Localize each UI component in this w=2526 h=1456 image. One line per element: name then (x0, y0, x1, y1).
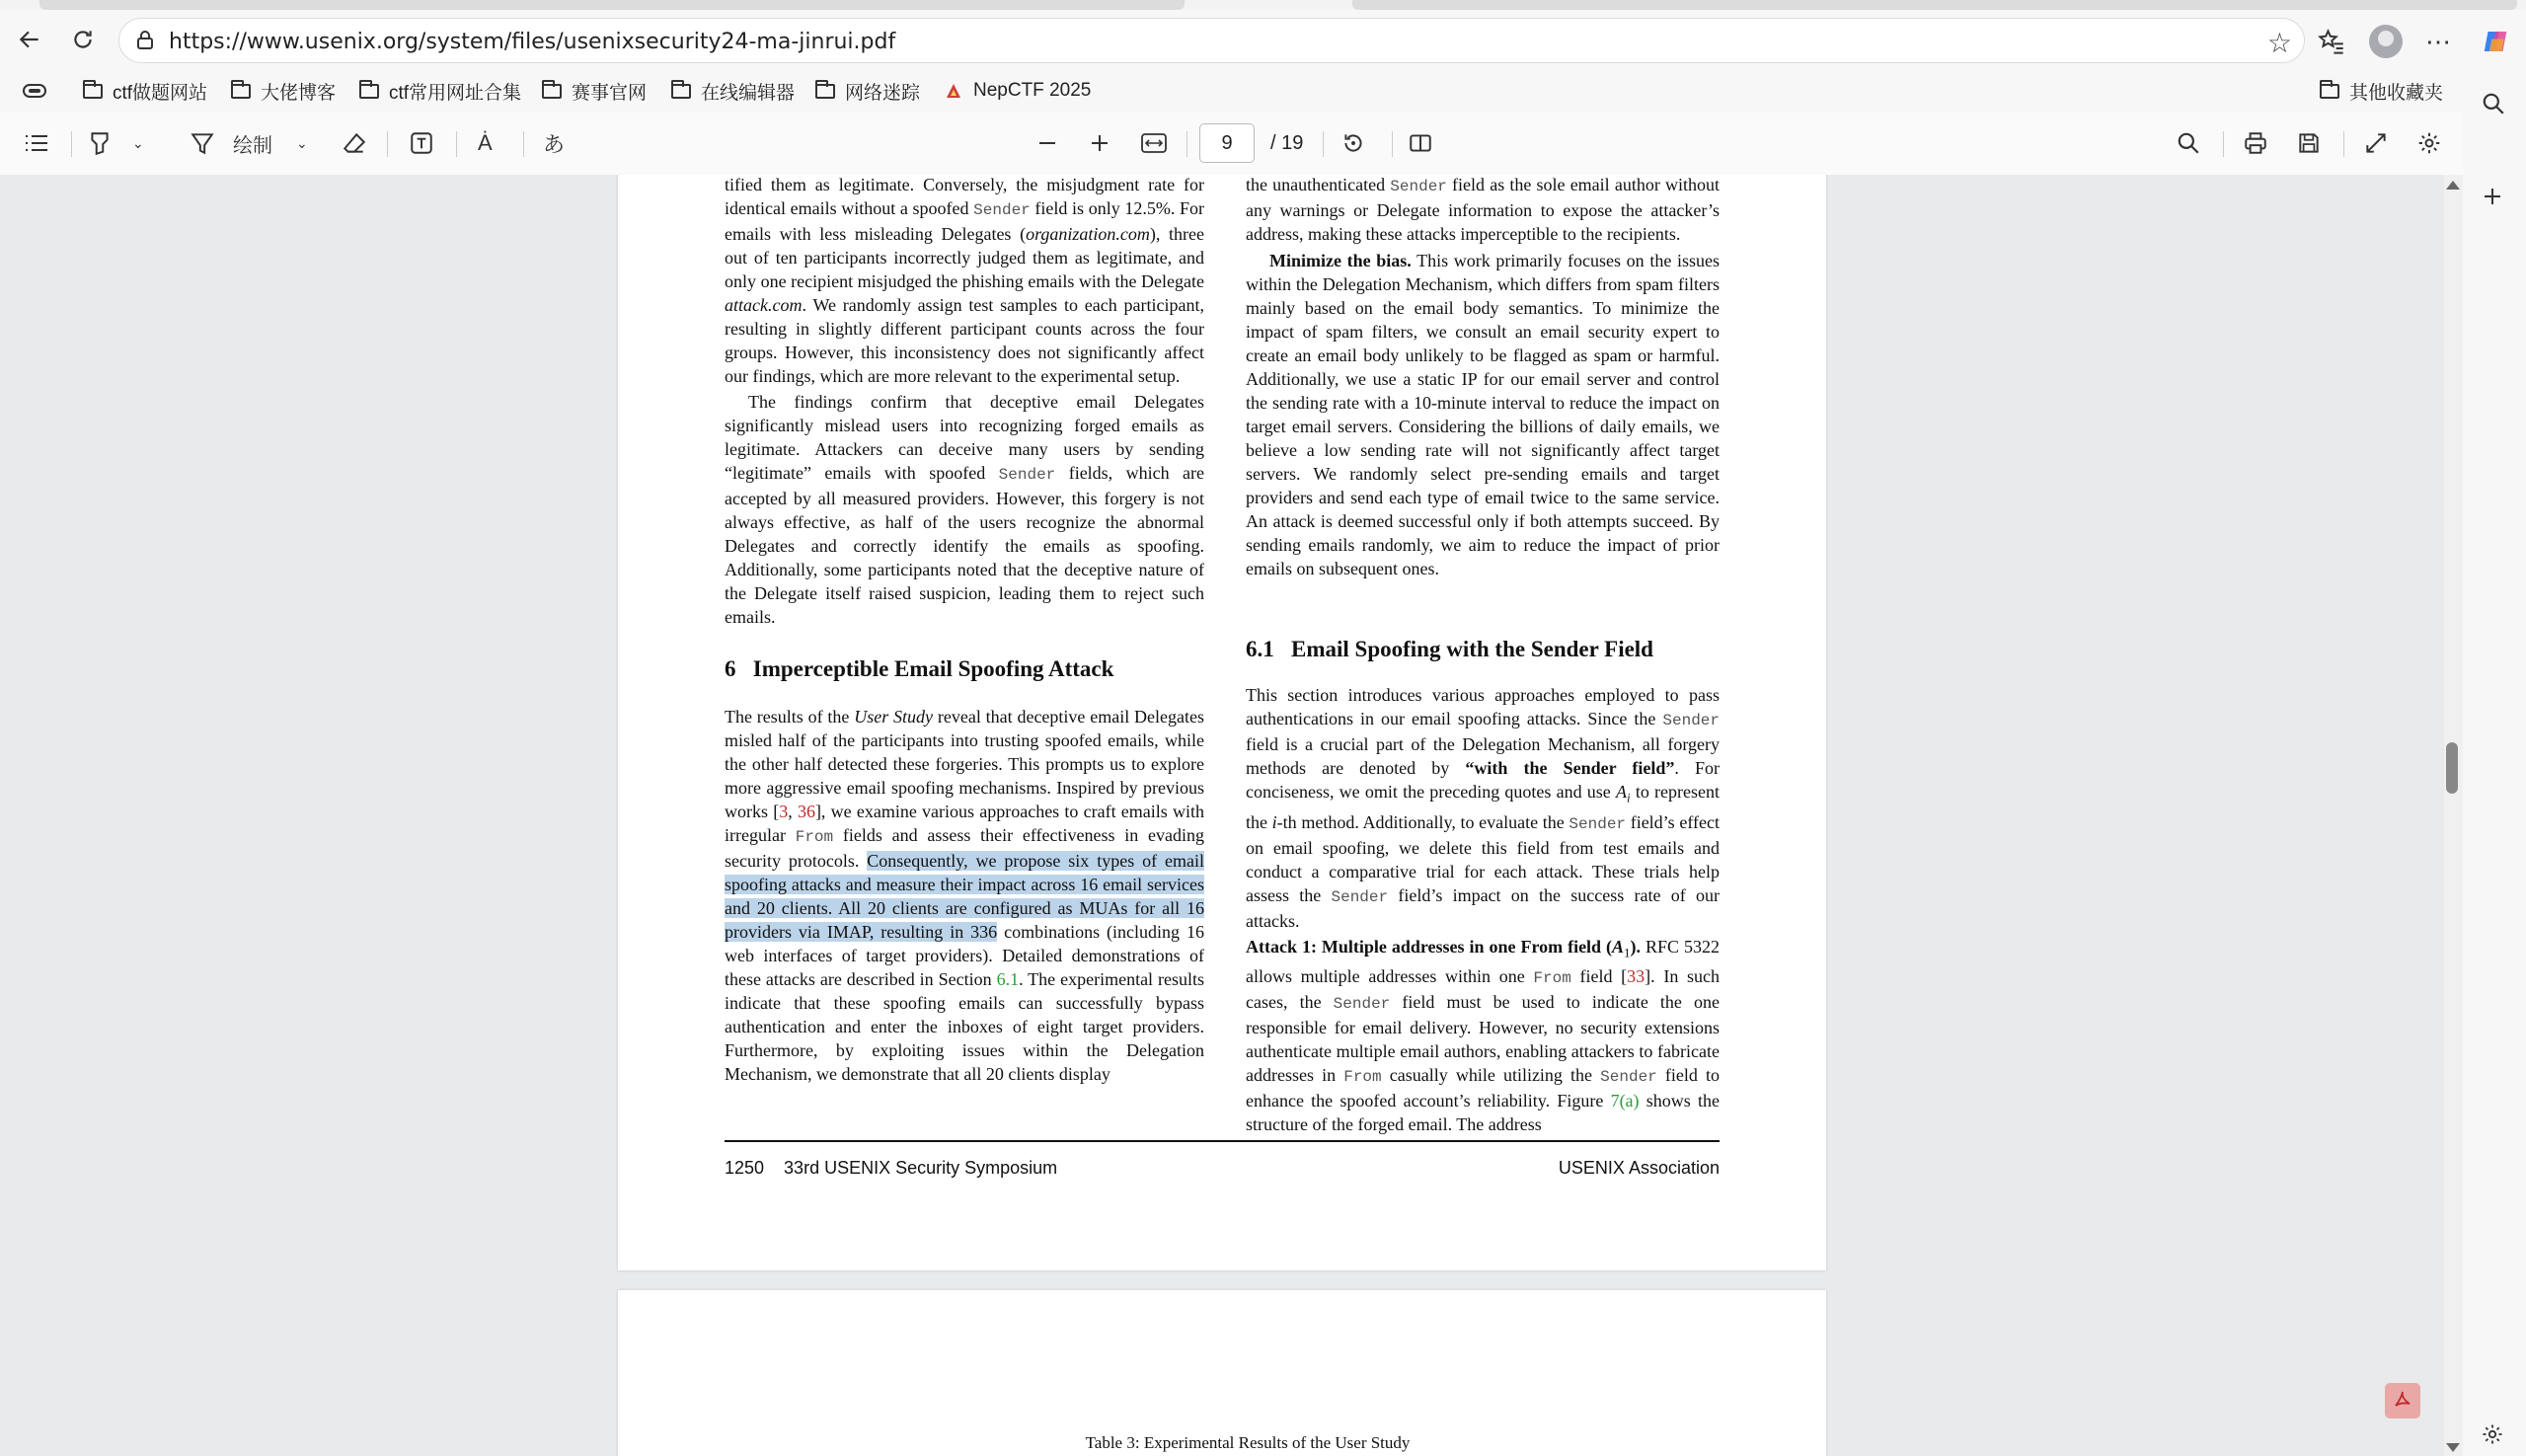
right-sidebar (2463, 70, 2526, 1456)
translate-icon[interactable]: あ (543, 131, 566, 157)
left-column-sec6 (725, 705, 1204, 1086)
bookmark-folder[interactable]: 赛事官网 (542, 78, 647, 104)
text-run: RFC 5322 allows multiple addresses within one (1246, 936, 1720, 987)
text-run: From (795, 828, 834, 846)
scrollbar-thumb[interactable] (2446, 742, 2458, 794)
nepctf-favicon-icon (944, 81, 963, 101)
sidebar-settings-icon[interactable] (2481, 1418, 2504, 1450)
draw-label[interactable]: 绘制 (233, 134, 272, 157)
footer-right: USENIX Association (1558, 1158, 1720, 1178)
pdf-page-9 (618, 175, 1826, 1270)
text-run: field is a crucial part of the Delegation Mechanism, all forgery methods are denoted by (1246, 734, 1720, 778)
browser-tab[interactable] (1352, 0, 2517, 10)
contents-list-icon[interactable] (24, 127, 49, 159)
text-run: fields, which are accepted by all measured providers. However, this forgery is not always effective, as half of the users recognize the abnormal Delegates and correctly identify the emails as spoofing. Additionally, some participants noted that the deceptive nature of the Delegate itself raised suspicion, leading them to reject such emails. (725, 463, 1205, 627)
text-run: From (1343, 1068, 1382, 1087)
paragraph (1246, 935, 1720, 1137)
paragraph (725, 175, 1204, 388)
lock-icon[interactable] (133, 29, 157, 52)
eraser-icon[interactable] (342, 127, 367, 159)
folder-icon (815, 84, 835, 99)
print-icon[interactable] (2243, 127, 2268, 159)
text-run: field as the sole email author without any warnings or Delegate information to expose the attacker’s address, making these attacks imperceptible to the recipients. (1246, 175, 1720, 244)
text-run: i (1627, 790, 1631, 805)
text-run: casually while utilizing the (1381, 1065, 1601, 1086)
page-total: / 19 (1270, 132, 1304, 154)
text-run: ), three out of ten participants incorrectly judged them as legitimate, and only one recipient misjudged the phishing emails with the Delegate (725, 224, 1204, 291)
folder-icon (83, 84, 103, 99)
search-icon[interactable] (2176, 127, 2201, 159)
zoom-in-icon[interactable] (1089, 127, 1110, 159)
tab-strip (0, 0, 2526, 10)
paragraph (1246, 175, 1720, 246)
copilot-icon[interactable] (2476, 22, 2515, 61)
text-run: Sender (1569, 814, 1627, 833)
text-run: . The experimental results indicate that these spoofing emails can successfully bypass authentication and enter the inboxes of eight target providers. Furthermore, by exploiting issues within the Delegation Mechanism, we demonstrate that all 20 clients display (725, 969, 1205, 1084)
text-run: combinations (including 16 web interfaces of target providers). Detailed demonstrations of these attacks are described in Section (725, 922, 1204, 989)
right-column (1246, 175, 1720, 580)
text-run: Minimize the bias. (1269, 251, 1412, 270)
paragraph (1246, 683, 1720, 933)
bookmark-folder-other[interactable]: 其他收藏夹 (2320, 78, 2443, 104)
text-run: ]. In such cases, the (1246, 966, 1721, 1013)
browser-tab[interactable] (39, 0, 1185, 10)
text-run: The findings confirm that deceptive email Delegates significantly mislead users into recognizing forged emails as legitimate. Attackers can deceive many users by sending “legitimate” emails with spoofed (725, 392, 1204, 483)
text-run: This work primarily focuses on the issues within the Delegation Mechanism, which differs from spam filters mainly based on the email body semantics. To minimize the impact of spam filters, we consult an email security expert to create an email body unlikely to be flagged as spam or harmful. Additionally, we use a static IP for our email server and control the sending rate with a 10-minute interval to reduce the impact on target email servers. Considering the billions of daily emails, we believe a low sending rate will not significantly affect target servers. We randomly select pre-sending emails and target providers and send each type of email twice to the same service. An attack is deemed successful only if both attempts succeed. By sending emails randomly, we aim to reduce the impact of prior emails on subsequent ones. (1246, 251, 1720, 578)
citation-link[interactable]: 33 (1627, 966, 1646, 987)
text-run: Attack 1: Multiple addresses in one From field ( (1246, 936, 1613, 957)
folder-icon (542, 84, 562, 99)
text-run: ). (1630, 936, 1642, 957)
refresh-icon[interactable] (65, 22, 101, 57)
text-run: A (1616, 782, 1627, 802)
rotate-icon[interactable] (1340, 127, 1366, 159)
text-run: Sender (1662, 712, 1720, 729)
text-run: From (1533, 969, 1571, 988)
collections-icon[interactable] (22, 78, 47, 104)
text-run: attack.com (725, 295, 803, 315)
text-run: the unauthenticated (1246, 175, 1391, 194)
chevron-down-icon[interactable]: ⌄ (132, 134, 144, 151)
text-run: field’s effect on email spoofing, we delete this field from test emails and conduct a comparative trial for each attack. These trials help assess the (1246, 811, 1720, 905)
bookmark-folder[interactable]: 在线编辑器 (671, 78, 795, 104)
sidebar-add-icon[interactable] (2481, 181, 2504, 212)
pdf-badge-icon[interactable] (2385, 1383, 2420, 1418)
settings-gear-icon[interactable] (2416, 127, 2442, 159)
citation-link[interactable]: 3 (779, 802, 789, 821)
folder-icon (231, 84, 251, 99)
section-heading-6-1: 6.1 Email Spoofing with the Sender Field (1246, 637, 1653, 661)
bookmarks-bar (0, 70, 2526, 113)
text-run: . We randomly assign test samples to each participant, resulting in slightly different participant counts across the four groups. However, this inconsistency does not significantly affect our findings, which are more relevant to the experimental setup. (725, 295, 1204, 386)
url-text: https://www.usenix.org/system/files/usenixsecurity24-ma-jinrui.pdf (169, 30, 896, 54)
fit-width-icon[interactable] (1140, 127, 1168, 159)
sidebar-search-icon[interactable] (2481, 88, 2506, 119)
text-run: Sender (973, 201, 1031, 219)
text-run: A (1612, 936, 1625, 957)
table-caption: Table 3: Experimental Results of the User Study (1085, 1433, 1411, 1452)
back-icon[interactable] (12, 22, 47, 57)
pdf-toolbar (0, 112, 2494, 176)
bookmark-folder[interactable]: 大佬博客 (231, 78, 336, 104)
selected-text: Consequently, we propose six types of email spoofing attacks and measure their impact across 16 email services and 20 clients. All 20 clients are configured as MUAs for all 16 providers via IMAP, resulting in 336 (725, 851, 1204, 942)
text-run: to represent the (1246, 782, 1720, 832)
text-box-icon[interactable] (409, 127, 434, 159)
citation-link[interactable]: 36 (797, 802, 815, 821)
footer-rule (725, 1140, 1720, 1142)
citation-link[interactable]: 7(a) (1610, 1091, 1640, 1111)
chevron-down-icon[interactable]: ⌄ (296, 134, 308, 151)
more-icon[interactable]: ⋯ (2425, 26, 2451, 56)
bookmark-nepctf[interactable]: NepCTF 2025 (944, 78, 1091, 104)
text-run: The results of the (725, 707, 855, 727)
bookmark-folder[interactable]: ctf常用网址合集 (359, 78, 521, 104)
section-heading-6: 6 Imperceptible Email Spoofing Attack (725, 656, 1114, 681)
text-run: ], we examine various approaches to craft emails with irregular (725, 802, 1205, 845)
footer-left: 1250 33rd USENIX Security Symposium (725, 1158, 1058, 1178)
highlight-icon[interactable] (87, 127, 113, 159)
text-run: . For conciseness, we omit the preceding quotes and use (1246, 758, 1721, 802)
url-field[interactable] (118, 18, 2305, 63)
text-run: i (1271, 811, 1277, 832)
scroll-up-arrow-icon[interactable] (2446, 181, 2460, 190)
text-run: , (788, 802, 798, 821)
draw-icon[interactable] (190, 127, 215, 159)
bookmark-folder[interactable]: ctf做题网站 (83, 78, 207, 104)
profile-avatar[interactable] (2366, 22, 2406, 61)
left-column (725, 175, 1204, 629)
folder-icon (2320, 84, 2339, 99)
text-run: field [ (1570, 966, 1628, 987)
pdf-page-10 (618, 1290, 1826, 1456)
paragraph (1246, 249, 1720, 580)
right-column-sec61 (1246, 683, 1720, 1136)
text-run: -th method. Additionally, to evaluate the (1276, 811, 1569, 832)
text-run: This section introduces various approaches employed to pass authentications in our email spoofing attacks. Since the (1246, 685, 1720, 728)
star-icon[interactable]: ☆ (2266, 28, 2292, 58)
read-aloud-icon[interactable]: Ȧ (478, 130, 493, 155)
text-run: Sender (1390, 178, 1447, 195)
paragraph (725, 705, 1204, 1086)
text-run: User Study (854, 707, 934, 727)
scroll-down-arrow-icon[interactable] (2446, 1443, 2460, 1452)
page-number-input[interactable]: 9 (1199, 123, 1255, 163)
bookmark-folder[interactable]: 网络迷踪 (815, 78, 920, 104)
text-run: “with the Sender field” (1465, 758, 1675, 778)
text-run: reveal that deceptive email Delegates misled half of the participants into trusting spoofed emails, while the other half detected these forgeries. This prompts us to explore more aggressive email spoofing mechanisms. Inspired by previous works [ (725, 707, 1204, 821)
text-run: 1 (1624, 945, 1631, 960)
zoom-out-icon[interactable] (1036, 127, 1058, 159)
text-run: shows the structure of the forged email. The address (1246, 1091, 1720, 1135)
fullscreen-icon[interactable] (2363, 127, 2389, 159)
vertical-scrollbar[interactable] (2444, 175, 2463, 1456)
favorites-icon[interactable] (2312, 22, 2351, 61)
text-run: field must be used to indicate the one responsible for email delivery. However, no security extensions authenticate multiple email authors, enabling attackers to fabricate addresses in (1246, 992, 1720, 1086)
paragraph (725, 390, 1204, 629)
text-run: organization.com (1026, 224, 1150, 244)
address-bar-row (0, 10, 2526, 70)
citation-link[interactable]: 6.1 (996, 969, 1020, 989)
text-run: Sender (1600, 1068, 1657, 1087)
text-run: field’s impact on the success rate of our attacks. (1246, 884, 1720, 931)
text-run: tified them as legitimate. Conversely, the misjudgment rate for identical emails without a spoofed (725, 175, 1204, 218)
page-view-icon[interactable] (1408, 127, 1433, 159)
text-run: field to enhance the spoofed account’s reliability. Figure (1246, 1065, 1720, 1111)
text-run: Sender (1331, 887, 1389, 906)
text-run: fields and assess their effectiveness in evading security protocols. (725, 825, 1204, 871)
text-run: Sender (998, 466, 1056, 484)
text-run: field is only 12.5%. For emails with less misleading Delegates ( (725, 198, 1204, 244)
folder-icon (359, 84, 379, 99)
text-run: Sender (1333, 995, 1391, 1014)
folder-icon (671, 84, 691, 99)
pdf-viewer (0, 175, 2444, 1456)
save-icon[interactable] (2296, 127, 2322, 159)
